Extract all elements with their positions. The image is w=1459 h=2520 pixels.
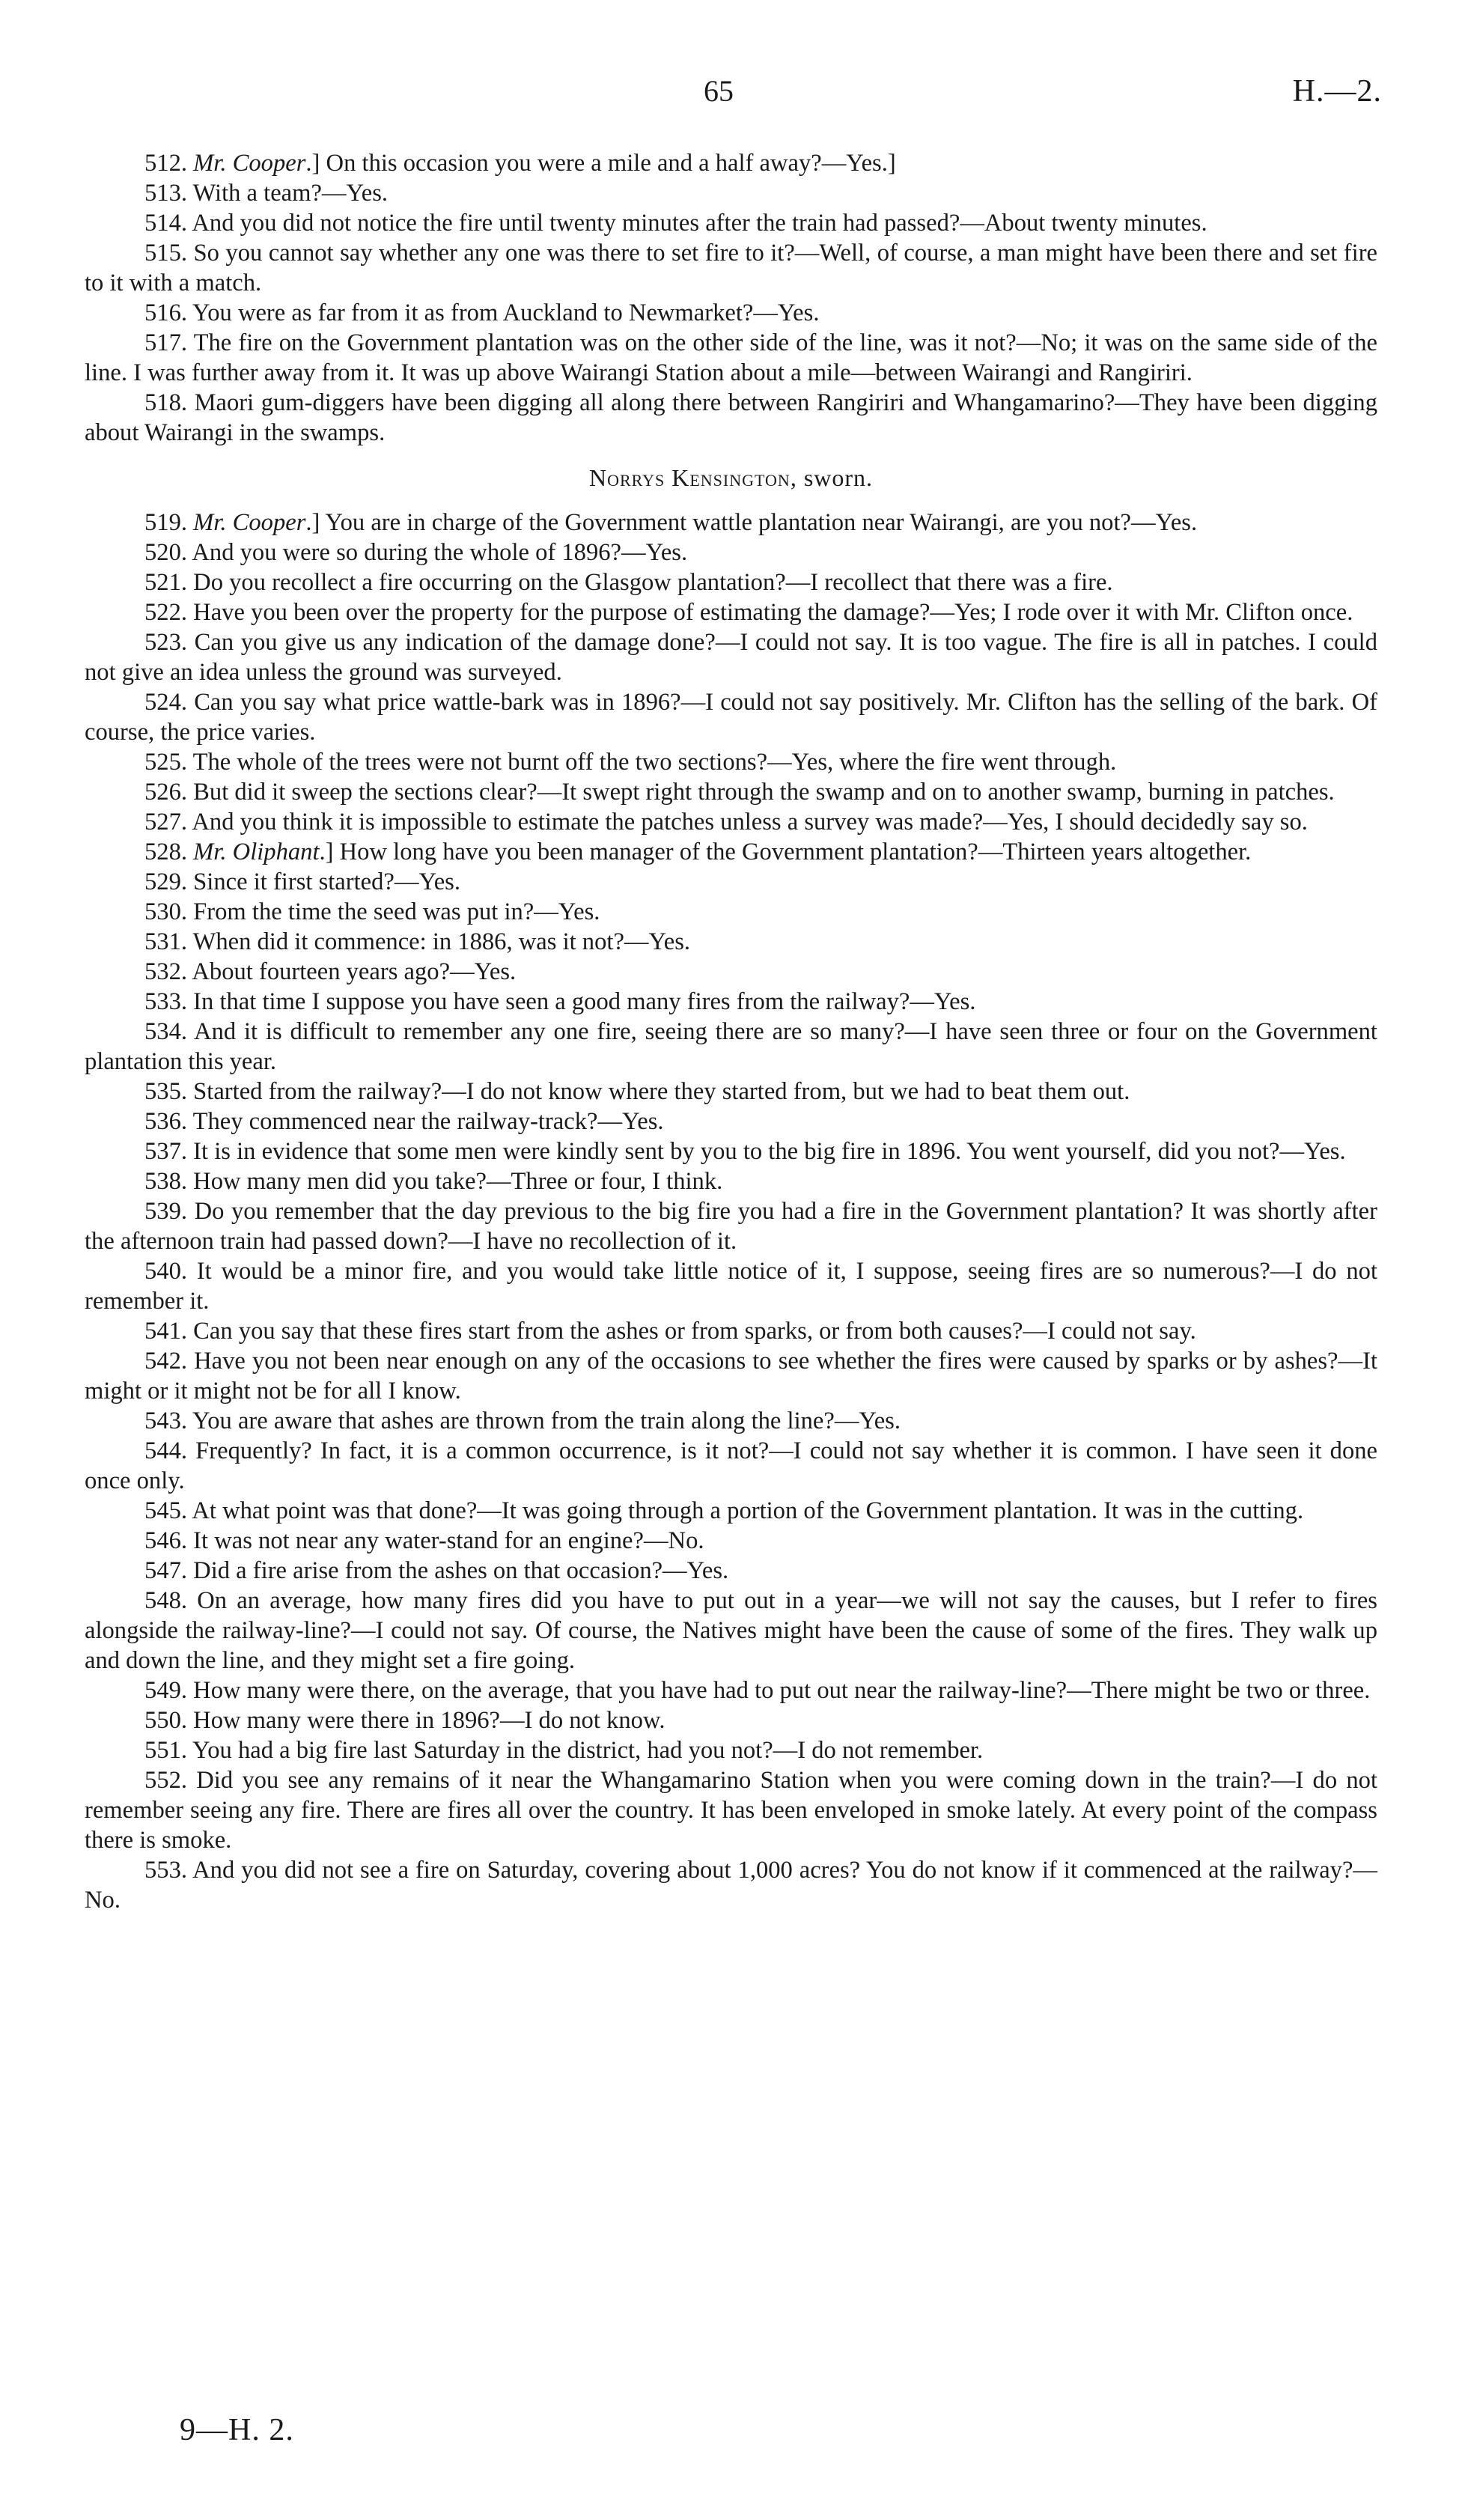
question-number: 553. [144, 1857, 188, 1884]
question-text: They commenced near the railway-track?—Yes. [192, 1108, 664, 1135]
question-number: 535. [144, 1078, 188, 1105]
question-number: 529. [144, 868, 188, 895]
question-text: Have you been over the property for the purpose of estimating the damage?—Yes; I rode over it with Mr. Clifton once. [193, 599, 1353, 626]
question-paragraph [85, 1166, 1377, 1196]
question-text: And you did not notice the fire until twenty minutes after the train had passed?—About twenty minutes. [192, 210, 1207, 237]
question-text: About fourteen years ago?—Yes. [192, 958, 517, 985]
question-text: On an average, how many fires did you have to put out in a year—we will not say the causes, but I refer to fires alongside the railway-line?—I could not say. Of course, the Natives might have been the cause of some of the fires. They walk up and down the line, and they might set a fire going. [85, 1587, 1377, 1674]
question-paragraph [85, 1586, 1377, 1676]
question-paragraph [85, 627, 1377, 687]
page-header [0, 73, 1459, 118]
question-number: 513. [144, 180, 188, 207]
question-text: And it is difficult to remember any one fire, seeing there are so many?—I have seen three or four on the Government plantation this year. [85, 1018, 1377, 1075]
question-number: 525. [144, 749, 188, 776]
question-number: 528. [144, 839, 188, 865]
question-paragraph [85, 238, 1377, 298]
question-text: The fire on the Government plantation was on the other side of the line, was it not?—No; it was on the same side of the line. I was further away from it. It was up above Wairangi Station about a mile—between Wairangi and Rangiriri. [85, 329, 1377, 386]
page-number: 65 [704, 74, 734, 108]
question-text: Since it first started?—Yes. [193, 868, 460, 895]
question-number: 520. [144, 539, 188, 566]
witness-name: Norrys Kensington [588, 464, 791, 491]
question-number: 550. [144, 1707, 188, 1734]
question-text: You are in charge of the Government wattle plantation near Wairangi, are you not?—Yes. [320, 509, 1198, 536]
question-text: It would be a minor fire, and you would take little notice of it, I suppose, seeing fires are so numerous?—I do not remember it. [85, 1258, 1377, 1315]
question-text: How long have you been manager of the Government plantation?—Thirteen years altogether. [333, 839, 1252, 865]
question-text: Do you remember that the day previous to the big fire you had a fire in the Government plantation? It was shortly after the afternoon train had passed down?—I have no recollection of it. [85, 1198, 1377, 1255]
question-paragraph [85, 1526, 1377, 1556]
question-text: Have you not been near enough on any of the occasions to see whether the fires were caused by sparks or by ashes?—It might or it might not be for all I know. [85, 1348, 1377, 1404]
question-number: 534. [144, 1018, 188, 1045]
question-text: Can you say what price wattle-bark was in 1896?—I could not say positively. Mr. Clifton has the selling of the bark. Of course, the price varies. [85, 689, 1377, 746]
question-number: 526. [144, 779, 188, 806]
question-number: 548. [144, 1587, 188, 1614]
question-text: On this occasion you were a mile and a half away?—Yes.] [320, 150, 896, 177]
question-text: Can you give us any indication of the damage done?—I could not say. It is too vague. The fire is all in patches. I could not give an idea unless the ground was surveyed. [85, 629, 1377, 686]
question-paragraph [85, 1436, 1377, 1496]
speaker-name: Mr. Cooper [193, 150, 306, 177]
question-number: 538. [144, 1168, 188, 1195]
question-text: Frequently? In fact, it is a common occurrence, is it not?—I could not say whether it is common. I have seen it done once only. [85, 1437, 1377, 1494]
question-number: 521. [144, 569, 188, 596]
question-paragraph [85, 208, 1377, 238]
question-paragraph [85, 807, 1377, 837]
question-paragraph [85, 1855, 1377, 1915]
question-text: The whole of the trees were not burnt off the two sections?—Yes, where the fire went through. [192, 749, 1117, 776]
question-paragraph [85, 1406, 1377, 1436]
question-text: And you did not see a fire on Saturday, covering about 1,000 acres? You do not know if it commenced at the railway?—No. [85, 1857, 1377, 1914]
question-paragraph [85, 1196, 1377, 1256]
question-number: 524. [144, 689, 188, 716]
question-number: 552. [144, 1767, 188, 1794]
question-paragraph: 519. Mr. Cooper.] You are in charge of the Government wattle plantation near Wairangi, are you not?—Yes. [144, 509, 1198, 536]
question-number: 541. [144, 1318, 188, 1345]
question-text: How many men did you take?—Three or four, I think. [193, 1168, 723, 1195]
question-text: It was not near any water-stand for an engine?—No. [193, 1527, 704, 1554]
question-paragraph [85, 957, 1377, 987]
question-text: At what point was that done?—It was going through a portion of the Government plantation. It was in the cutting. [192, 1497, 1304, 1524]
question-text: You were as far from it as from Auckland to Newmarket?—Yes. [192, 299, 820, 326]
question-paragraph [85, 1735, 1377, 1765]
question-number: 539. [144, 1198, 188, 1225]
question-text: Started from the railway?—I do not know where they started from, but we had to beat them out. [193, 1078, 1130, 1105]
witness-heading [85, 463, 1377, 493]
question-paragraph [85, 687, 1377, 747]
question-paragraph [85, 1765, 1377, 1855]
question-number: 522. [144, 599, 188, 626]
evidence-block-2 [85, 508, 1377, 1915]
question-text: How many were there in 1896?—I do not know. [193, 1707, 665, 1734]
question-number: 544. [144, 1437, 188, 1464]
question-paragraph [85, 567, 1377, 597]
question-text: It is in evidence that some men were kindly sent by you to the big fire in 1896. You went yourself, did you not?—Yes. [193, 1138, 1346, 1165]
question-number: 546. [144, 1527, 188, 1554]
question-number: 533. [144, 988, 188, 1015]
question-text: So you cannot say whether any one was there to set fire to it?—Well, of course, a man might have been there and set fire to it with a match. [85, 240, 1377, 296]
question-paragraph [85, 1346, 1377, 1406]
question-text: How many were there, on the average, that you have had to put out near the railway-line?—There might be two or three. [193, 1677, 1371, 1704]
question-number: 530. [144, 898, 188, 925]
question-paragraph [85, 538, 1377, 567]
question-number: 523. [144, 629, 188, 656]
question-paragraph [85, 597, 1377, 627]
question-paragraph [85, 897, 1377, 927]
question-number: 540. [144, 1258, 188, 1285]
question-number: 543. [144, 1407, 188, 1434]
question-paragraph [85, 747, 1377, 777]
question-paragraph [85, 927, 1377, 957]
question-number: 531. [144, 928, 188, 955]
question-number: 512. [144, 150, 188, 177]
question-text: But did it sweep the sections clear?—It swept right through the swamp and on to another swamp, burning in patches. [193, 779, 1335, 806]
question-number: 542. [144, 1348, 188, 1375]
evidence-block-1 [85, 148, 1377, 448]
question-paragraph [85, 1556, 1377, 1586]
question-text: Did a fire arise from the ashes on that occasion?—Yes. [193, 1557, 729, 1584]
question-text: Can you say that these fires start from the ashes or from sparks, or from both causes?—I could not say. [193, 1318, 1196, 1345]
question-paragraph [85, 1077, 1377, 1107]
question-text: And you were so during the whole of 1896?—Yes. [192, 539, 688, 566]
question-number: 532. [144, 958, 188, 985]
witness-sworn: , sworn. [790, 464, 874, 491]
question-text: With a team?—Yes. [192, 180, 389, 207]
question-text: You had a big fire last Saturday in the district, had you not?—I do not remember. [192, 1737, 984, 1764]
question-number: 516. [144, 299, 188, 326]
question-paragraph [85, 1256, 1377, 1316]
question-paragraph [85, 1496, 1377, 1526]
question-text: Do you recollect a fire occurring on the Glasgow plantation?—I recollect that there was a fire. [193, 569, 1113, 596]
question-number: 518. [144, 389, 188, 416]
speaker-name: Mr. Cooper [193, 509, 306, 536]
question-paragraph [85, 178, 1377, 208]
signature-mark: 9—H. 2. [180, 2413, 294, 2447]
question-paragraph [85, 1316, 1377, 1346]
question-paragraph [85, 1676, 1377, 1705]
question-number: 517. [144, 329, 188, 356]
question-paragraph [85, 987, 1377, 1017]
question-number: 514. [144, 210, 188, 237]
question-number: 536. [144, 1108, 188, 1135]
question-paragraph [85, 1107, 1377, 1136]
question-text: Maori gum-diggers have been digging all along there between Rangiriri and Whangamarino?—They have been digging about Wairangi in the swamps. [85, 389, 1377, 446]
document-code: H.—2. [1292, 74, 1382, 109]
question-paragraph [85, 1136, 1377, 1166]
question-number: 547. [144, 1557, 188, 1584]
question-text: From the time the seed was put in?—Yes. [193, 898, 600, 925]
question-paragraph [85, 328, 1377, 388]
question-number: 549. [144, 1677, 188, 1704]
question-number: 545. [144, 1497, 188, 1524]
question-paragraph: 512. Mr. Cooper.] On this occasion you were a mile and a half away?—Yes.] [144, 150, 896, 177]
question-paragraph [85, 388, 1377, 448]
question-paragraph [85, 1705, 1377, 1735]
question-text: When did it commence: in 1886, was it not?—Yes. [192, 928, 691, 955]
question-number: 537. [144, 1138, 188, 1165]
question-number: 519. [144, 509, 188, 536]
evidence-text [85, 148, 1377, 1915]
speaker-name: Mr. Oliphant [193, 839, 320, 865]
question-paragraph [85, 298, 1377, 328]
question-number: 551. [144, 1737, 188, 1764]
question-text: And you think it is impossible to estimate the patches unless a survey was made?—Yes, I should decidedly say so. [192, 809, 1308, 836]
question-number: 515. [144, 240, 188, 267]
question-text: Did you see any remains of it near the Whangamarino Station when you were coming down in the train?—I do not remember seeing any fire. There are fires all over the country. It has been enveloped in smoke lately. At every point of the compass there is smoke. [85, 1767, 1377, 1854]
question-number: 527. [144, 809, 188, 836]
question-text: In that time I suppose you have seen a good many fires from the railway?—Yes. [193, 988, 976, 1015]
question-paragraph: 528. Mr. Oliphant.] How long have you been manager of the Government plantation?—Thirteen years altogether. [144, 839, 1252, 865]
question-paragraph [85, 867, 1377, 897]
question-paragraph [85, 777, 1377, 807]
question-text: You are aware that ashes are thrown from the train along the line?—Yes. [192, 1407, 901, 1434]
question-paragraph [85, 1017, 1377, 1077]
